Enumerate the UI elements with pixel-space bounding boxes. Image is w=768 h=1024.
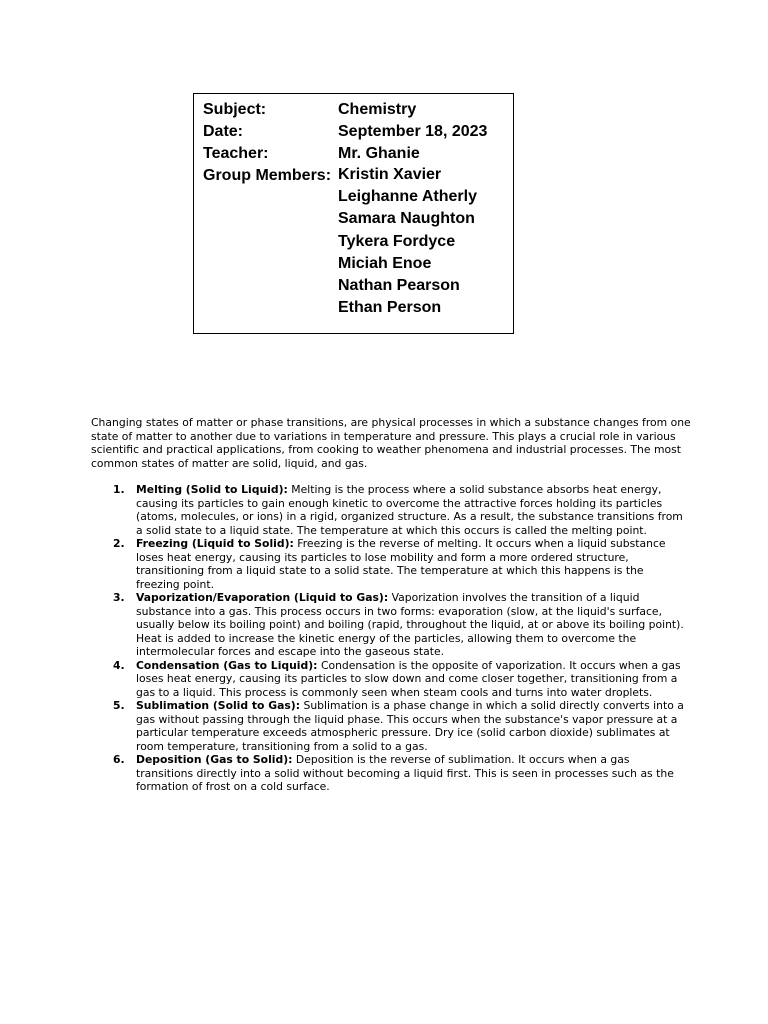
list-number: 2. xyxy=(113,537,125,550)
list-item xyxy=(91,659,687,700)
phase-transitions-list xyxy=(91,483,687,794)
list-number: 1. xyxy=(113,483,125,496)
list-number: 3. xyxy=(113,591,125,604)
group-member: Nathan Pearson xyxy=(338,276,460,294)
group-member: Kristin Xavier xyxy=(338,166,442,183)
group-member: Tykera Fordyce xyxy=(338,232,456,250)
phase-description: Deposition is the reverse of sublimation. It occurs when a gas transitions directly into a solid without becoming a liquid first. This is seen in processes such as the formation of frost on a cold surface. xyxy=(136,753,674,793)
list-item xyxy=(91,753,687,794)
group-member: Samara Naughton xyxy=(338,210,475,228)
list-item xyxy=(91,483,687,537)
phase-description: Freezing is the reverse of melting. It occurs when a liquid substance loses heat energy, causing its particles to lose mobility and form a more ordered structure, transitioning from a liquid state to a solid state. The temperature at which this happens is the freezing point. xyxy=(136,537,666,591)
subject-label: Subject: xyxy=(203,101,267,118)
teacher-label: Teacher: xyxy=(203,145,269,162)
phase-description: Melting is the process where a solid substance absorbs heat energy, causing its particles to gain enough kinetic to overcome the attractive forces holding its particles (atoms, molecules, or ions) in a rigid, organized structure. As a result, the substance transitions from a solid state to a liquid state. The temperature at which this occurs is called the melting point. xyxy=(136,483,683,537)
group-member: Ethan Person xyxy=(338,299,442,317)
list-number: 6. xyxy=(113,753,125,766)
group-members-list xyxy=(338,164,477,319)
phase-title: Deposition (Gas to Solid): xyxy=(136,753,293,766)
phase-description: Sublimation is a phase change in which a solid directly converts into a gas without passing through the liquid phase. This occurs when the substance's vapor pressure at a particular temperature exceeds atmospheric pressure. Dry ice (solid carbon dioxide) sublimates at room temperature, transitioning from a solid to a gas. xyxy=(136,699,684,753)
list-number: 4. xyxy=(113,658,125,672)
phase-title: Freezing (Liquid to Solid): xyxy=(136,537,294,550)
group-members-label: Group Members: xyxy=(203,167,332,184)
list-item xyxy=(91,537,687,591)
phase-title: Vaporization/Evaporation (Liquid to Gas): xyxy=(136,591,389,604)
phase-description: Vaporization involves the transition of a liquid substance into a gas. This process occurs in two forms: evaporation (slow, at the liquid's surface, usually below its boiling point) and boiling (rapid, throughout the liquid, at or above its boiling point). Heat is added to increase the kinetic energy of the particles, allowing them to overcome the intermolecular forces and escape into the gaseous state. xyxy=(136,591,684,658)
date-label: Date: xyxy=(203,123,244,140)
date-value: September 18, 2023 xyxy=(338,123,488,140)
phase-title: Sublimation (Solid to Gas): xyxy=(136,699,301,712)
teacher-value: Mr. Ghanie xyxy=(338,145,420,162)
phase-title: Melting (Solid to Liquid): xyxy=(136,483,288,496)
group-member: Miciah Enoe xyxy=(338,254,432,272)
group-member: Leighanne Atherly xyxy=(338,188,477,206)
assignment-info-box xyxy=(193,93,514,334)
list-item xyxy=(91,699,687,753)
list-item xyxy=(91,591,687,659)
subject-value: Chemistry xyxy=(338,101,417,118)
phase-title: Condensation (Gas to Liquid): xyxy=(136,658,318,672)
intro-paragraph: Changing states of matter or phase transitions, are physical processes in which a substance changes from one state of matter to another due to variations in temperature and pressure. This plays a crucial role in various scientific and practical applications, from cooking to weather phenomena and industrial processes. The most common states of matter are solid, liquid, and gas. xyxy=(91,416,691,471)
phase-description: Condensation is the opposite of vaporization. It occurs when a gas loses heat energy, causing its particles to slow down and come closer together, transitioning from a gas to a liquid. This process is commonly seen when steam cools and turns into water droplets. xyxy=(136,658,681,699)
list-number: 5. xyxy=(113,699,125,712)
